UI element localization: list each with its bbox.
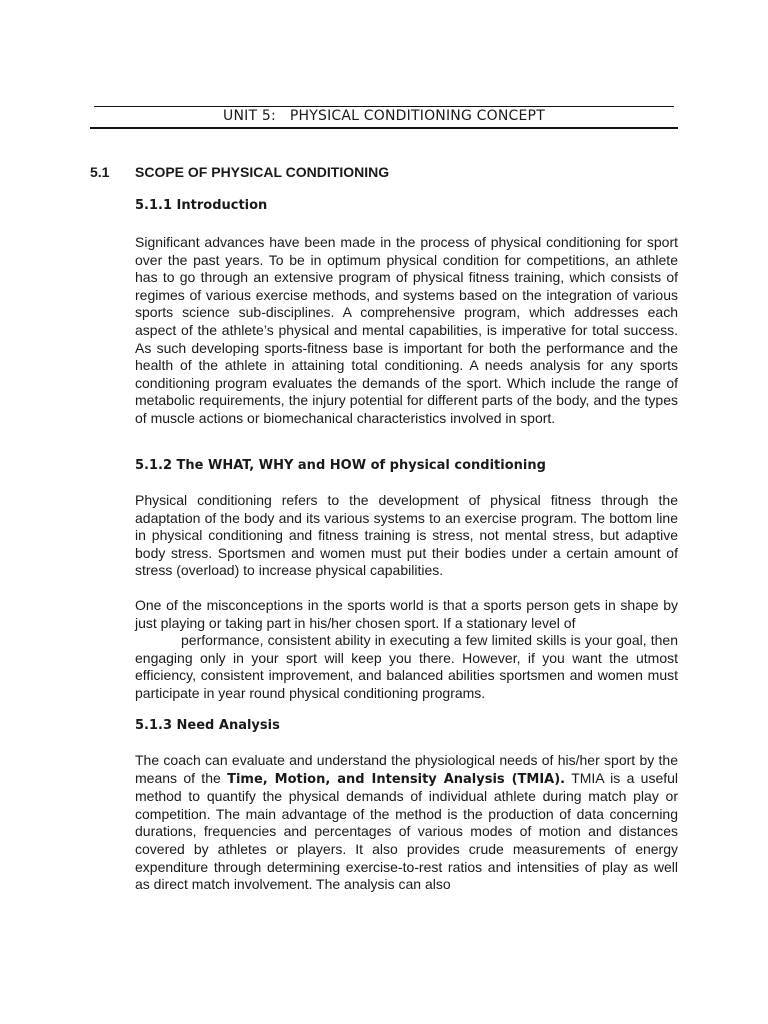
section-number: 5.1 <box>90 164 110 180</box>
misconceptions-text-end: performance, consistent ability in executing a few limited skills is your goal, then engaging only in your sport will keep you there. However, if you want the utmost efficiency, consistent improvement, and balanced abilities sportsmen and women must participate in year round physical conditioning programs. <box>135 632 678 701</box>
need-analysis-text-start: The coach can evaluate and understand the physiological needs of his/her sport by the means of the <box>135 752 678 786</box>
what-why-how-heading: 5.1.2 The WHAT, WHY and HOW of physical conditioning <box>135 458 546 473</box>
introduction-paragraph: Significant advances have been made in the process of physical conditioning for sport over the past years. To be in optimum physical condition for competitions, an athlete has to go through an extensive program of physical fitness training, which consists of regimes of various exercise methods, and systems based on the integration of various sports science sub-disciplines. A comprehensive program, which addresses each aspect of the athlete’s physical and mental capabilities, is imperative for total success. As such developing sports-fitness base is important for both the performance and the health of the athlete in attaining total conditioning. A needs analysis for any sports conditioning program evaluates the demands of the sport. Which include the range of metabolic requirements, the injury potential for different parts of the body, and the types of muscle actions or biomechanical characteristics involved in sport. <box>135 234 678 426</box>
section-title: SCOPE OF PHYSICAL CONDITIONING <box>135 164 390 180</box>
misconceptions-paragraph <box>135 597 678 703</box>
misconceptions-text-start: One of the misconceptions in the sports world is that a sports person gets in shape by just playing or taking part in his/her chosen sport. If a stationary level of <box>135 597 678 631</box>
physical-conditioning-paragraph: Physical conditioning refers to the development of physical fitness through the adaptation of the body and its various systems to an exercise program. The bottom line in physical conditioning and fitness training is stress, not mental stress, but adaptive body stress. Sportsmen and women must put their bodies under a certain amount of stress (overload) to increase physical capabilities. <box>135 492 678 579</box>
unit-title: UNIT 5: PHYSICAL CONDITIONING CONCEPT <box>223 108 545 124</box>
introduction-heading: 5.1.1 Introduction <box>135 198 268 213</box>
need-analysis-paragraph <box>135 752 678 894</box>
title-bottom-rule <box>90 127 678 129</box>
need-analysis-text-end: TMIA is a useful method to quantify the physical demands of individual athlete during match play or competition. The main advantage of the method is the production of data concerning durations, frequencies and percentages of various modes of motion and distances covered by athletes or players. It also provides crude measurements of energy expenditure through determining exercise-to-rest ratios and intensities of play as well as direct match involvement. The analysis can also <box>135 769 679 893</box>
title-top-rule <box>94 106 674 107</box>
need-analysis-heading: 5.1.3 Need Analysis <box>135 718 280 733</box>
tmia-bold-term: Time, Motion, and Intensity Analysis (TMIA). <box>227 771 566 787</box>
